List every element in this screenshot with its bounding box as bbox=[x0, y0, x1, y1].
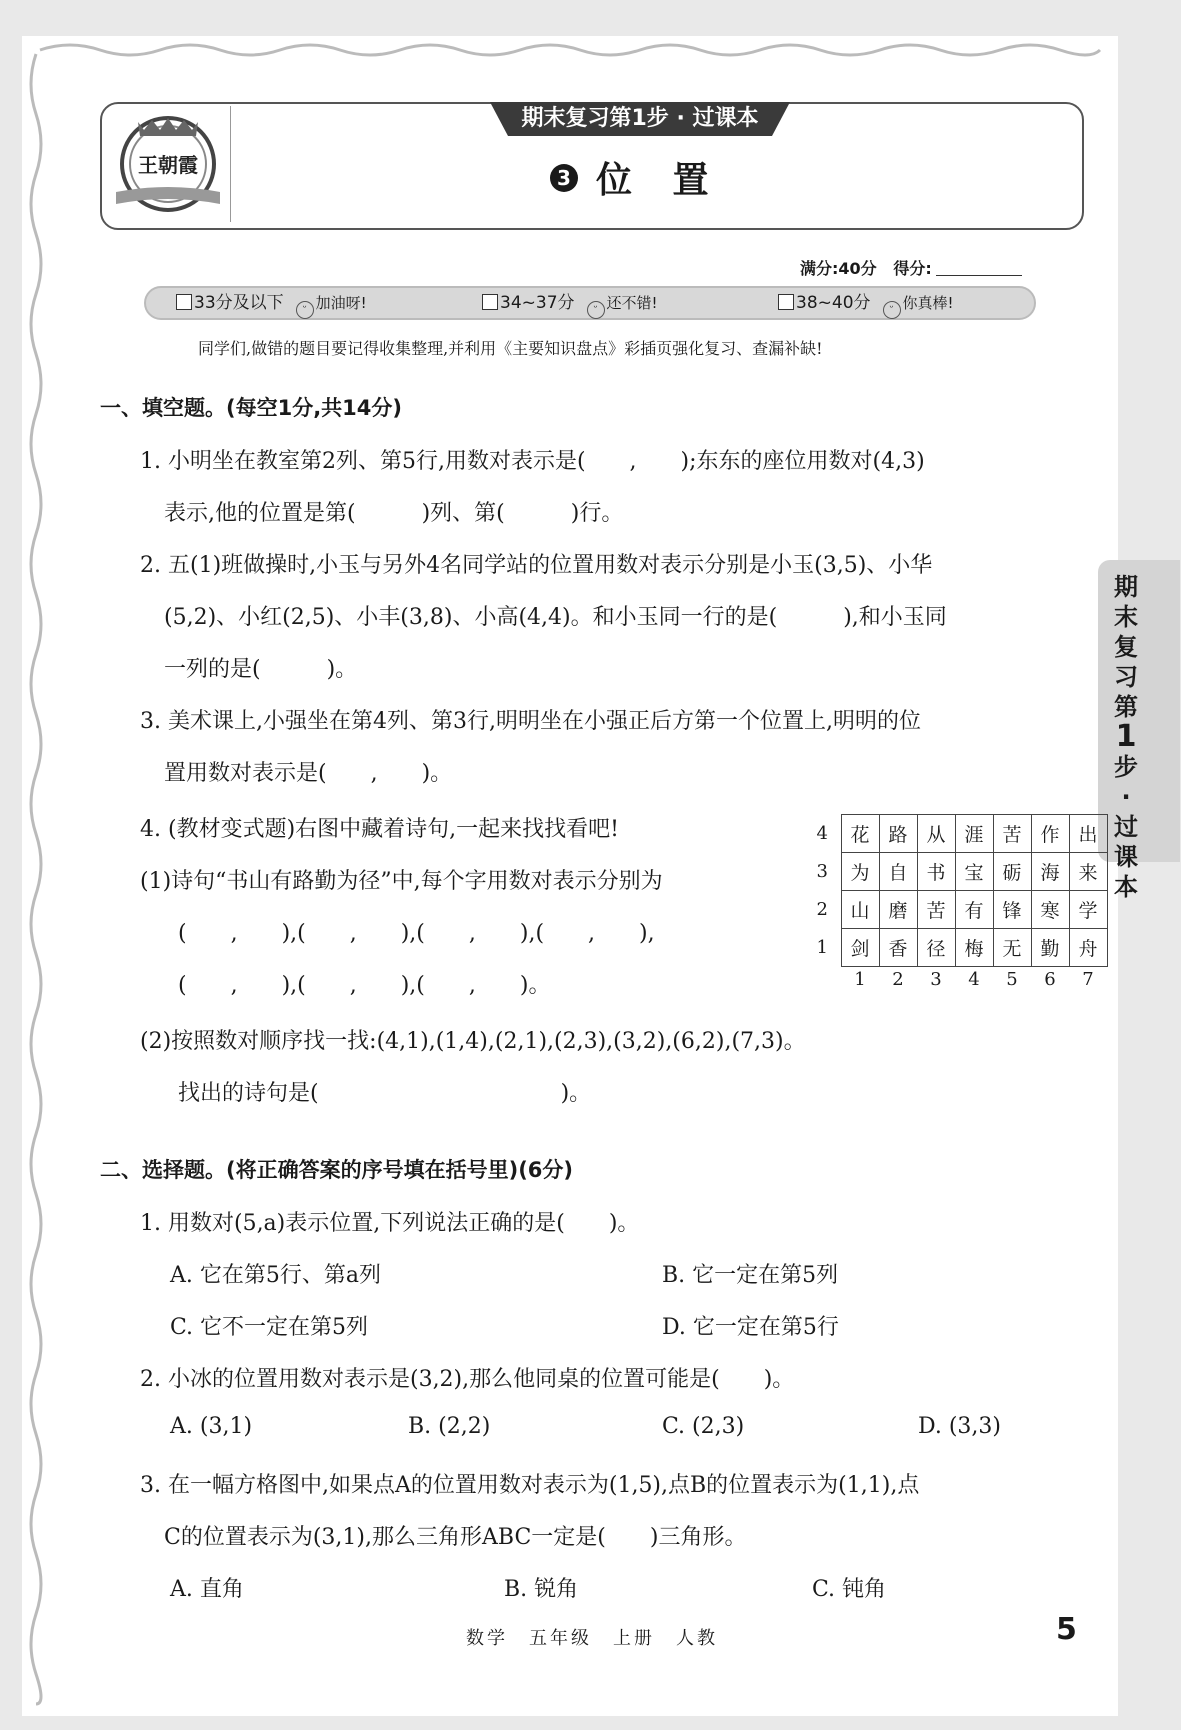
s2-q3-line2: C的位置表示为(3,1),那么三角形ABC一定是( )三角形。 bbox=[164, 1525, 747, 1550]
grid-row: 1 剑 香 径 梅 无 勤 舟 bbox=[804, 929, 1107, 967]
section1-title: 一、填空题。(每空1分,共14分) bbox=[100, 396, 403, 420]
checkbox[interactable] bbox=[176, 294, 192, 310]
s2-q2: 2. 小冰的位置用数对表示是(3,2),那么他同桌的位置可能是( )。 bbox=[140, 1367, 795, 1392]
checkbox[interactable] bbox=[482, 294, 498, 310]
chapter-title-text: 位 置 bbox=[596, 160, 723, 201]
q1-line2: 表示,他的位置是第( )列、第( )行。 bbox=[164, 501, 624, 526]
notice-text: 同学们,做错的题目要记得收集整理,并利用《主要知识盘点》彩插页强化复习、查漏补缺! bbox=[198, 339, 823, 358]
q4-blanks1: ( , ),( , ),( , ),( , ), bbox=[178, 921, 655, 946]
side-tab-text: 期 末 复 习 第 1 步 · 过 课 本 bbox=[1114, 573, 1138, 901]
q4-answer: 找出的诗句是( )。 bbox=[178, 1081, 592, 1106]
logo-divider bbox=[230, 106, 231, 222]
poem-grid bbox=[804, 814, 1108, 991]
grade-item: 38~40分 ᵕ 你真棒! bbox=[778, 288, 954, 318]
grid-row: 2 山 磨 苦 有 锋 寒 学 bbox=[804, 891, 1107, 929]
q3-line1: 3. 美术课上,小强坐在第4列、第3行,明明坐在小强正后方第一个位置上,明明的位 bbox=[140, 709, 921, 734]
face-icon: ᵕ bbox=[296, 301, 314, 319]
chapter-title bbox=[550, 152, 723, 203]
section2-title: 二、选择题。(将正确答案的序号填在括号里)(6分) bbox=[100, 1158, 574, 1182]
logo-icon bbox=[108, 108, 228, 220]
s2-q1-option-b: B. 它一定在第5列 bbox=[662, 1263, 839, 1288]
grid-row: 4 花 路 从 涯 苦 作 出 bbox=[804, 815, 1107, 853]
s2-q3-option-b: B. 锐角 bbox=[504, 1577, 579, 1602]
checkbox[interactable] bbox=[778, 294, 794, 310]
banner-title: 期末复习第1步 · 过课本 bbox=[521, 106, 759, 131]
q1-line1: 1. 小明坐在教室第2列、第5行,用数对表示是( , );东东的座位用数对(4,3) bbox=[140, 449, 925, 474]
q3-line2: 置用数对表示是( , )。 bbox=[164, 761, 453, 786]
q4-part2: (2)按照数对顺序找一找:(4,1),(1,4),(2,1),(2,3),(3,2),(6,2),(7,3)。 bbox=[140, 1029, 806, 1054]
grid-row: 3 为 自 书 宝 砺 海 来 bbox=[804, 853, 1107, 891]
chapter-number: 3 bbox=[550, 164, 578, 192]
full-score: 满分:40分 bbox=[800, 259, 877, 278]
q2-line3: 一列的是( )。 bbox=[164, 657, 358, 682]
svg-text:王朝霞: 王朝霞 bbox=[138, 153, 198, 177]
grade-item: 34~37分 ᵕ 还不错! bbox=[482, 288, 658, 318]
q2-line1: 2. 五(1)班做操时,小玉与另外4名同学站的位置用数对表示分别是小玉(3,5)、小华 bbox=[140, 553, 933, 578]
s2-q1-option-c: C. 它不一定在第5列 bbox=[170, 1315, 369, 1340]
s2-q3-option-c: C. 钝角 bbox=[812, 1577, 887, 1602]
score-blank[interactable] bbox=[936, 261, 1022, 276]
s2-q2-option-b: B. (2,2) bbox=[408, 1414, 491, 1439]
q2-line2: (5,2)、小红(2,5)、小丰(3,8)、小高(4,4)。和小玉同一行的是( ),和小玉同 bbox=[164, 605, 947, 630]
s2-q3-line1: 3. 在一幅方格图中,如果点A的位置用数对表示为(1,5),点B的位置表示为(1,1),点 bbox=[140, 1473, 920, 1498]
s2-q2-option-c: C. (2,3) bbox=[662, 1414, 745, 1439]
s2-q2-option-a: A. (3,1) bbox=[170, 1414, 253, 1439]
grid-col-labels: 1 2 3 4 5 6 7 bbox=[854, 968, 1094, 990]
got-score-label: 得分: bbox=[893, 259, 932, 278]
s2-q1-option-a: A. 它在第5行、第a列 bbox=[170, 1263, 381, 1288]
footer-text: 数学 五年级 上册 人教 bbox=[466, 1628, 718, 1649]
s2-q1: 1. 用数对(5,a)表示位置,下列说法正确的是( )。 bbox=[140, 1211, 640, 1236]
score-area bbox=[800, 256, 1022, 279]
q4-blanks2: ( , ),( , ),( , )。 bbox=[178, 973, 551, 998]
face-icon: ᵕ bbox=[883, 301, 901, 319]
grade-bar bbox=[144, 286, 1036, 320]
page-number: 5 bbox=[1056, 1612, 1077, 1647]
s2-q1-option-d: D. 它一定在第5行 bbox=[662, 1315, 839, 1340]
q4-intro: 4. (教材变式题)右图中藏着诗句,一起来找找看吧! bbox=[140, 817, 619, 842]
s2-q2-option-d: D. (3,3) bbox=[918, 1414, 1001, 1439]
face-icon: ᵕ bbox=[587, 301, 605, 319]
q4-part1: (1)诗句“书山有路勤为径”中,每个字用数对表示分别为 bbox=[140, 869, 663, 894]
grade-item: 33分及以下 ᵕ 加油呀! bbox=[176, 288, 367, 318]
s2-q3-option-a: A. 直角 bbox=[170, 1577, 244, 1602]
